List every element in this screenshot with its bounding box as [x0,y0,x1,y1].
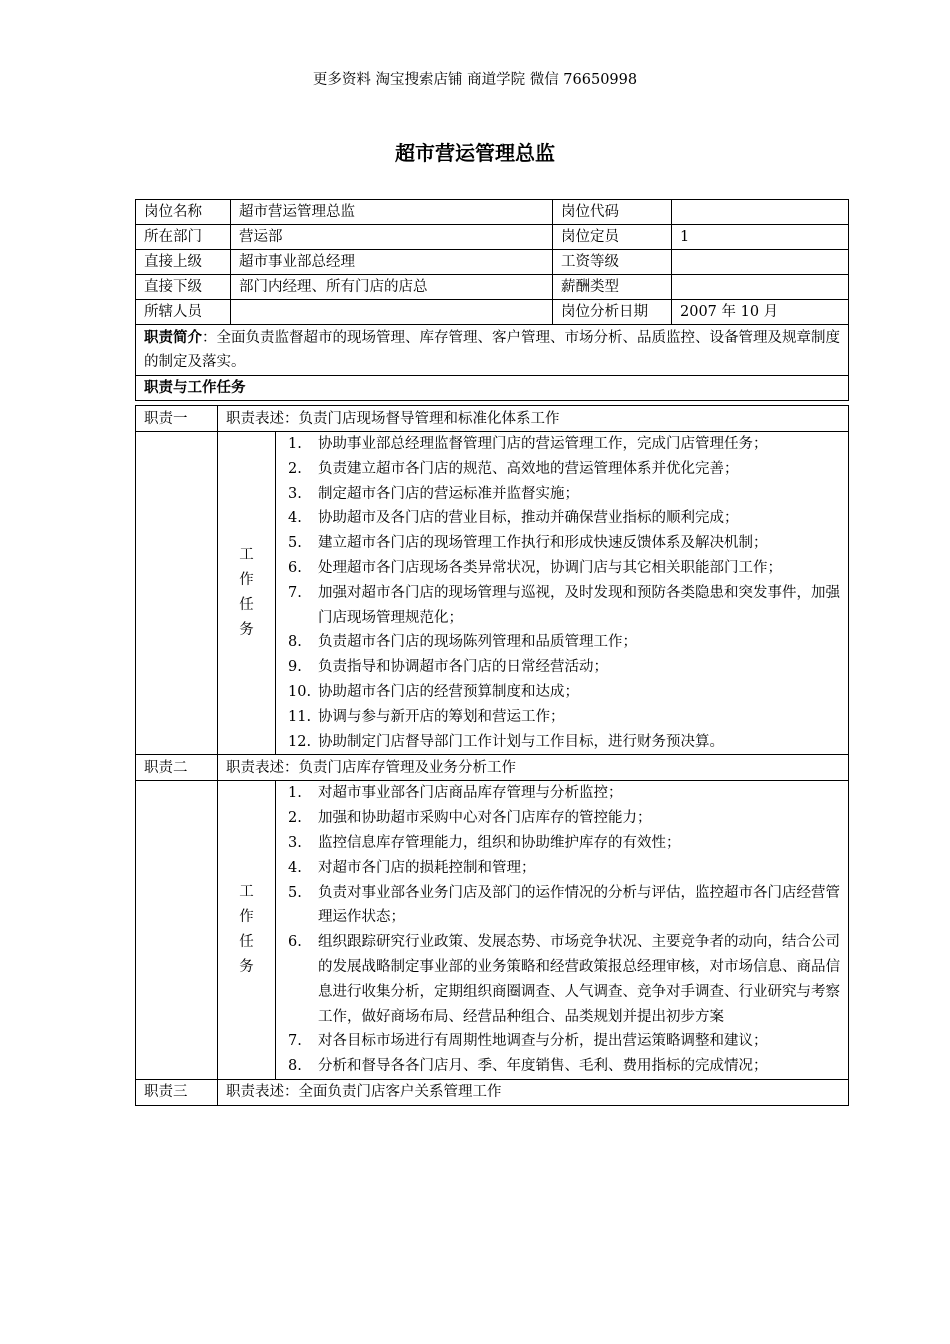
duty-name: 职责三 [136,1079,218,1105]
task-item [276,831,842,856]
info-value: 2007 年 10 月 [672,300,849,325]
info-row [136,300,849,325]
task-number: 12. [288,733,312,750]
summary-row [136,325,849,376]
info-label: 工资等级 [553,250,672,275]
task-text: 协助事业部总经理监督管理门店的营运管理工作，完成门店管理任务； [318,436,768,452]
duties-heading-row [136,376,849,401]
task-number: 9. [288,659,302,676]
info-label: 岗位代码 [553,200,672,225]
task-item [276,680,842,705]
summary-label: 职责简介 [144,330,202,346]
task-item [276,1029,842,1054]
info-label: 岗位分析日期 [553,300,672,325]
task-list-duty-2 [276,781,842,1079]
info-value: 超市事业部总经理 [231,250,553,275]
task-text: 对超市事业部各门店商品库存管理与分析监控； [318,785,623,802]
work-tasks-label: 工 作 任 务 [218,432,276,755]
task-number: 3. [288,485,302,502]
info-value: 部门内经理、所有门店的店总 [231,275,553,300]
duty-description: 职责表述：全面负责门店客户关系管理工作 [218,1079,849,1105]
task-number: 6. [288,934,302,951]
task-text: 制定超市各门店的营运标准并监督实施； [318,485,579,502]
task-item [276,856,842,881]
info-label: 岗位名称 [136,200,231,225]
task-text: 负责超市各门店的现场陈列管理和品质管理工作； [318,634,637,651]
task-text: 监控信息库存管理能力，组织和协助维护库存的有效性； [318,834,681,851]
task-item [276,482,842,507]
task-number: 7. [288,584,302,601]
task-text: 协调与参与新开店的筹划和营运工作； [318,708,565,725]
task-number: 7. [288,1033,302,1050]
info-label: 薪酬类型 [553,275,672,300]
duty-row [136,1079,849,1105]
info-row [136,250,849,275]
task-text: 分析和督导各各门店月、季、年度销售、毛利、费用指标的完成情况； [318,1058,768,1075]
duty-row [136,755,849,781]
task-item [276,806,842,831]
task-list [276,432,849,755]
task-list-duty-1 [276,432,842,754]
task-item [276,781,842,806]
info-value: 超市营运管理总监 [231,200,553,225]
summary-text: ：全面负责监督超市的现场管理、库存管理、客户管理、市场分析、品质监控、设备管理及规章制度的制定及落实。 [144,330,840,370]
task-item [276,457,842,482]
duty-name: 职责二 [136,755,218,781]
task-text: 对各目标市场进行有周期性地调查与分析，提出营运策略调整和建议； [318,1033,768,1050]
task-item [276,630,842,655]
task-item [276,930,842,1029]
info-label: 所在部门 [136,225,231,250]
task-item [276,432,842,457]
task-number: 5. [288,884,302,901]
task-text: 负责建立超市各门店的规范、高效地的营运管理体系并优化完善； [318,460,739,477]
info-value: 营运部 [231,225,553,250]
duties-heading: 职责与工作任务 [136,376,849,401]
info-value [231,300,553,325]
task-list [276,781,849,1080]
info-label: 岗位定员 [553,225,672,250]
task-item [276,881,842,931]
task-item [276,1054,842,1079]
task-number: 5. [288,535,302,552]
job-summary [136,325,849,376]
info-label: 所辖人员 [136,300,231,325]
task-number: 4. [288,859,302,876]
task-text: 协助制定门店督导部门工作计划与工作目标，进行财务预决算。 [318,733,724,750]
task-number: 6. [288,559,302,576]
task-text: 协助超市各门店的经营预算制度和达成； [318,683,579,700]
task-item [276,705,842,730]
task-item [276,581,842,631]
task-item [276,531,842,556]
duty-name: 职责一 [136,406,218,432]
task-number: 2. [288,460,302,477]
duty-tasks-row [136,432,849,755]
task-text: 负责指导和协调超市各门店的日常经营活动； [318,659,608,676]
info-row [136,200,849,225]
duty-tasks-row [136,781,849,1080]
task-number: 2. [288,810,302,827]
task-number: 4. [288,510,302,527]
info-row [136,225,849,250]
task-text: 组织跟踪研究行业政策、发展态势、市场竞争状况、主要竞争者的动向，结合公司的发展战略制定事业部的业务策略和经营政策报总经理审核，对市场信息、商品信息进行收集分析，定期组织商圈调查、人气调查、竞争对手调查、行业研究与考察工作，做好商场布局、经营品种组合、品类规划并提出初步方案 [318,934,840,1025]
page-title: 超市营运管理总监 [395,141,555,165]
duties-table [135,405,849,1106]
task-item [276,730,842,755]
task-item [276,506,842,531]
task-number: 10. [288,683,312,700]
task-text: 协助超市及各门店的营业目标，推动并确保营业指标的顺利完成； [318,510,739,527]
task-number: 11. [288,708,312,725]
job-info-table [135,199,849,401]
task-item [276,655,842,680]
info-value [672,250,849,275]
task-number: 8. [288,634,302,651]
task-text: 处理超市各门店现场各类异常状况，协调门店与其它相关职能部门工作； [318,559,782,576]
task-text: 负责对事业部各业务门店及部门的运作情况的分析与评估，监控超市各门店经营管理运作状态； [318,884,840,926]
work-tasks-label: 工 作 任 务 [218,781,276,1080]
info-value: 1 [672,225,849,250]
task-text: 加强对超市各门店的现场管理与巡视，及时发现和预防各类隐患和突发事件，加强门店现场管理规范化； [318,584,840,626]
task-text: 加强和协助超市采购中心对各门店库存的管控能力； [318,810,652,827]
info-value [672,275,849,300]
duty-row [136,406,849,432]
task-number: 8. [288,1058,302,1075]
task-number: 1. [288,785,302,802]
task-number: 1. [288,436,302,452]
task-number: 3. [288,834,302,851]
task-text: 对超市各门店的损耗控制和管理； [318,859,536,876]
page-header: 更多资料 淘宝搜索店铺 商道学院 微信 76650998 [312,72,638,88]
duty-description: 职责表述：负责门店库存管理及业务分析工作 [218,755,849,781]
info-label: 直接下级 [136,275,231,300]
task-item [276,556,842,581]
info-label: 直接上级 [136,250,231,275]
task-text: 建立超市各门店的现场管理工作执行和形成快速反馈体系及解决机制； [318,535,768,552]
info-value [672,200,849,225]
duty-description: 职责表述：负责门店现场督导管理和标准化体系工作 [218,406,849,432]
info-row [136,275,849,300]
